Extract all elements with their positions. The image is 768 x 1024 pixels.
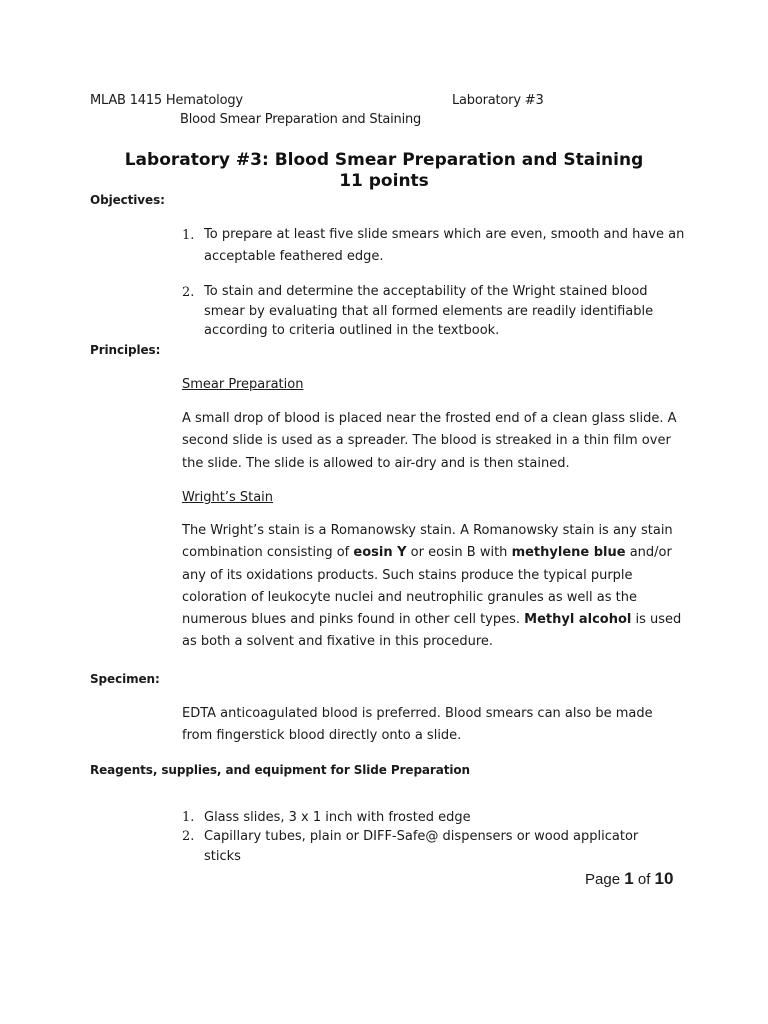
lab-number: Laboratory #3 xyxy=(452,93,544,108)
current-page: 1 xyxy=(624,869,634,888)
reagent-item: Capillary tubes, plain or DIFF-Safe@ dispensers or wood applicator sticks xyxy=(204,829,639,864)
header-subtitle: Blood Smear Preparation and Staining xyxy=(180,112,422,127)
reagents-heading: Reagents, supplies, and equipment for Slide Preparation xyxy=(90,763,470,777)
objective-item: To prepare at least five slide smears which are even, smooth and have an acceptable feathered edge. xyxy=(204,227,685,265)
specimen-heading: Specimen: xyxy=(90,672,160,686)
total-pages: 10 xyxy=(654,869,674,888)
page-label: Page xyxy=(585,871,621,888)
text-run: The Wright’s stain is a Romanowsky stain. A Romanowsky stain is any stain combination consisting of xyxy=(182,523,673,561)
bold-term: eosin Y xyxy=(353,545,407,561)
objectives-heading: Objectives: xyxy=(90,193,165,207)
smear-preparation-text: A small drop of blood is placed near the frosted end of a clean glass slide. A second slide is used as a spreader. The blood is streaked in a thin film over the slide. The slide is allowed to air-dry and is then stained. xyxy=(182,411,677,471)
smear-preparation-heading: Smear Preparation xyxy=(182,377,304,392)
course-name: MLAB 1415 Hematology xyxy=(90,93,243,108)
objective-item: To stain and determine the acceptability of the Wright stained blood smear by evaluating that all formed elements are readily identifiable according to criteria outlined in the textbook. xyxy=(204,284,654,338)
reagent-number: 2. xyxy=(182,829,195,844)
objective-number: 1. xyxy=(182,228,195,243)
wrights-stain-text xyxy=(182,520,687,654)
principles-heading: Principles: xyxy=(90,343,161,357)
page-number xyxy=(585,869,673,889)
page-title: Laboratory #3: Blood Smear Preparation and Staining xyxy=(124,150,644,170)
of-label: of xyxy=(637,871,651,888)
text-run: or eosin B with xyxy=(406,545,512,561)
page-title-points: 11 points xyxy=(339,171,429,191)
text-run: is used as both a solvent and fixative in this procedure. xyxy=(182,612,682,650)
objective-number: 2. xyxy=(182,285,195,300)
bold-term: Methyl alcohol xyxy=(524,612,632,628)
wrights-stain-heading: Wright’s Stain xyxy=(182,490,274,505)
reagent-number: 1. xyxy=(182,810,195,825)
specimen-text: EDTA anticoagulated blood is preferred. Blood smears can also be made from fingerstick blood directly onto a slide. xyxy=(182,706,653,744)
bold-term: methylene blue xyxy=(511,545,626,561)
reagent-item: Glass slides, 3 x 1 inch with frosted edge xyxy=(204,810,471,825)
text-run: and/or any of its oxidations products. Such stains produce the typical purple coloration of leukocyte nuclei and neutrophilic granules as well as the numerous blues and pinks found in other cell types. xyxy=(182,545,672,628)
